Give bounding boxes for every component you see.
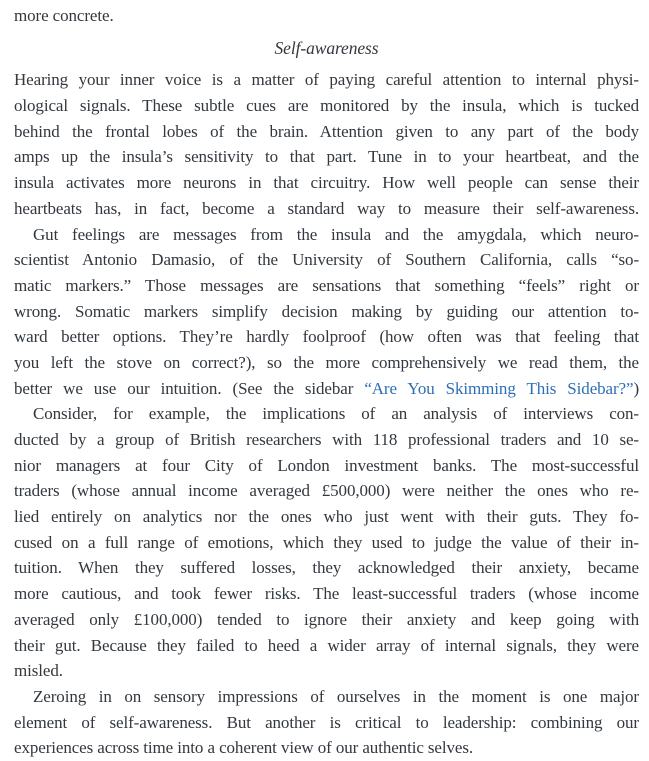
text-line: more cautious, and took fewer risks. The least-successful traders (whose income — [14, 584, 639, 604]
paragraph-fragment: more concrete. — [14, 6, 114, 25]
text-line — [14, 376, 639, 402]
text-line: heartbeats has, in fact, become a standard way to measure their self-awareness. — [14, 198, 639, 218]
paragraph — [14, 401, 639, 684]
section-heading: Self-awareness — [274, 37, 379, 58]
text-line: traders (whose annual income averaged £500,000) were neither the ones who re- — [14, 481, 639, 501]
paragraph — [14, 67, 639, 221]
text-line: averaged only £100,000) tended to ignore their anxiety and keep going with — [14, 609, 639, 629]
text-line: nior managers at four City of London investment banks. The most-successful — [14, 455, 639, 475]
paragraph — [14, 684, 639, 761]
text-line: experiences across time into a coherent view of our authentic selves. — [14, 738, 474, 758]
text-line: Hearing your inner voice is a matter of paying careful attention to internal physi- — [14, 70, 639, 90]
text-line: misled. — [14, 661, 63, 681]
text-line: amps up the insula’s sensitivity to that part. Tune in to your heartbeat, and the — [14, 147, 639, 167]
text-line: you left the stove on correct?), so the more comprehensively we read them, the — [14, 352, 639, 372]
text-line: Consider, for example, the implications of an analysis of interviews con- — [33, 404, 639, 424]
text-line: lied entirely on analytics nor the ones who just went with their guts. They fo- — [14, 507, 639, 527]
text-line: Zeroing in on sensory impressions of ourselves in the moment is one major — [33, 686, 639, 706]
text-line: wrong. Somatic markers simplify decision making by guiding our attention to- — [14, 301, 639, 321]
text-line: cused on a full range of emotions, which they used to judge the value of their in- — [14, 532, 639, 552]
text-line: element of self-awareness. But another is critical to leadership: combining our — [14, 712, 639, 732]
text-line: Gut feelings are messages from the insula and the amygdala, which neuro- — [33, 224, 639, 244]
text-line: ological signals. These subtle cues are monitored by the insula, which is tucked — [14, 96, 639, 116]
text-segment: better we use our intuition. (See the sidebar — [14, 378, 365, 398]
sidebar-link[interactable]: “Are You Skimming This Sidebar?” — [364, 378, 634, 398]
text-line: matic markers.” Those messages are sensations that something “feels” right or — [14, 275, 639, 295]
paragraphs — [14, 67, 639, 761]
text-line: insula activates more neurons in that circuitry. How well people can sense their — [14, 173, 639, 193]
text-line: ward better options. They’re hardly foolproof (how often was that feeling that — [14, 327, 639, 347]
text-line: tuition. When they suffered losses, they acknowledged their anxiety, became — [14, 558, 639, 578]
text-line: behind the frontal lobes of the brain. Attention given to any part of the body — [14, 121, 639, 141]
text-line: ducted by a group of British researchers with 118 professional traders and 10 se- — [14, 430, 639, 450]
text-line: their gut. Because they failed to heed a wider array of internal signals, they were — [14, 635, 639, 655]
paragraph — [14, 222, 639, 402]
text-line: scientist Antonio Damasio, of the University of Southern California, calls “so- — [14, 250, 639, 270]
text-segment: ) — [633, 378, 639, 398]
